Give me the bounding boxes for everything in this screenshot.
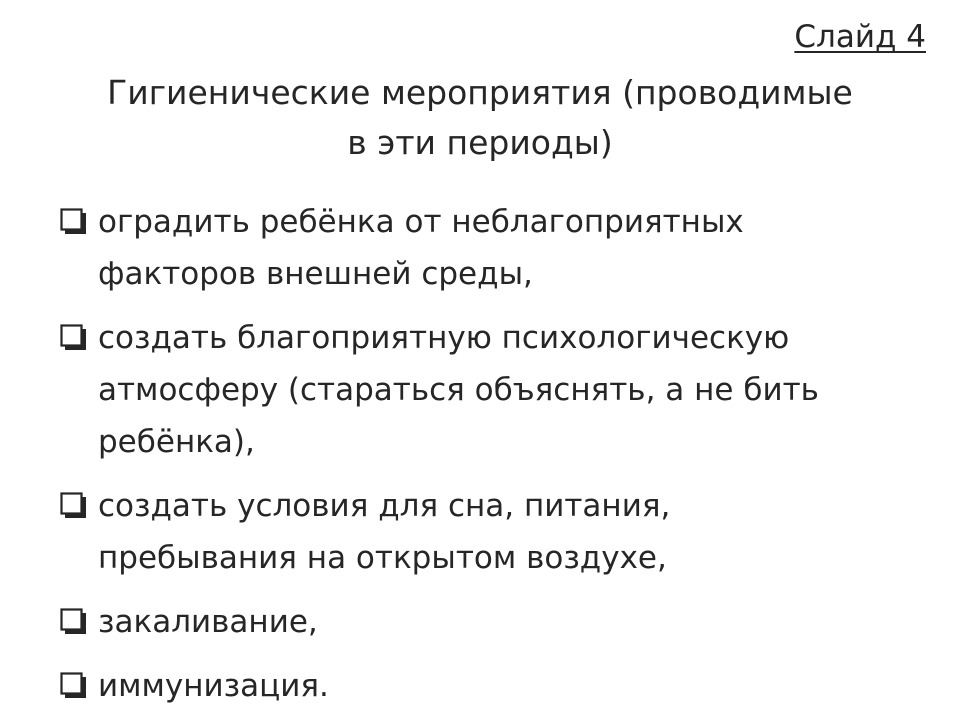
- checkbox-bullet-icon: [60, 492, 87, 519]
- bullet-text-line: создать благоприятную психологическую: [98, 320, 790, 356]
- checkbox-bullet-icon: [60, 324, 87, 351]
- checkbox-bullet-icon: [60, 608, 87, 635]
- checkbox-bullet-icon: [60, 672, 87, 699]
- checkbox-bullet-icon: [60, 208, 87, 235]
- slide-title-line: в эти периоды): [347, 123, 613, 162]
- bullet-text-line: оградить ребёнка от неблагоприятных: [98, 204, 744, 240]
- bullet-text-line: пребывания на открытом воздухе,: [98, 540, 667, 576]
- bullet-text-line: создать условия для сна, питания,: [98, 488, 671, 524]
- bullet-item: [58, 312, 928, 468]
- slide-title-line: Гигиенические мероприятия (проводимые: [107, 73, 853, 112]
- bullet-text-line: факторов внешней среды,: [98, 256, 533, 292]
- bullet-list: [58, 196, 928, 724]
- bullet-item: [58, 660, 928, 712]
- bullet-text-line: закаливание,: [98, 604, 318, 640]
- slide-number-label: Слайд 4: [794, 19, 926, 55]
- bullet-text-line: атмосферу (стараться объяснять, а не бить: [98, 372, 819, 408]
- bullet-item: [58, 596, 928, 648]
- bullet-item: [58, 196, 928, 300]
- bullet-text-line: иммунизация.: [98, 668, 329, 704]
- bullet-item: [58, 480, 928, 584]
- slide-title: [40, 68, 920, 168]
- bullet-text-line: ребёнка),: [98, 424, 255, 460]
